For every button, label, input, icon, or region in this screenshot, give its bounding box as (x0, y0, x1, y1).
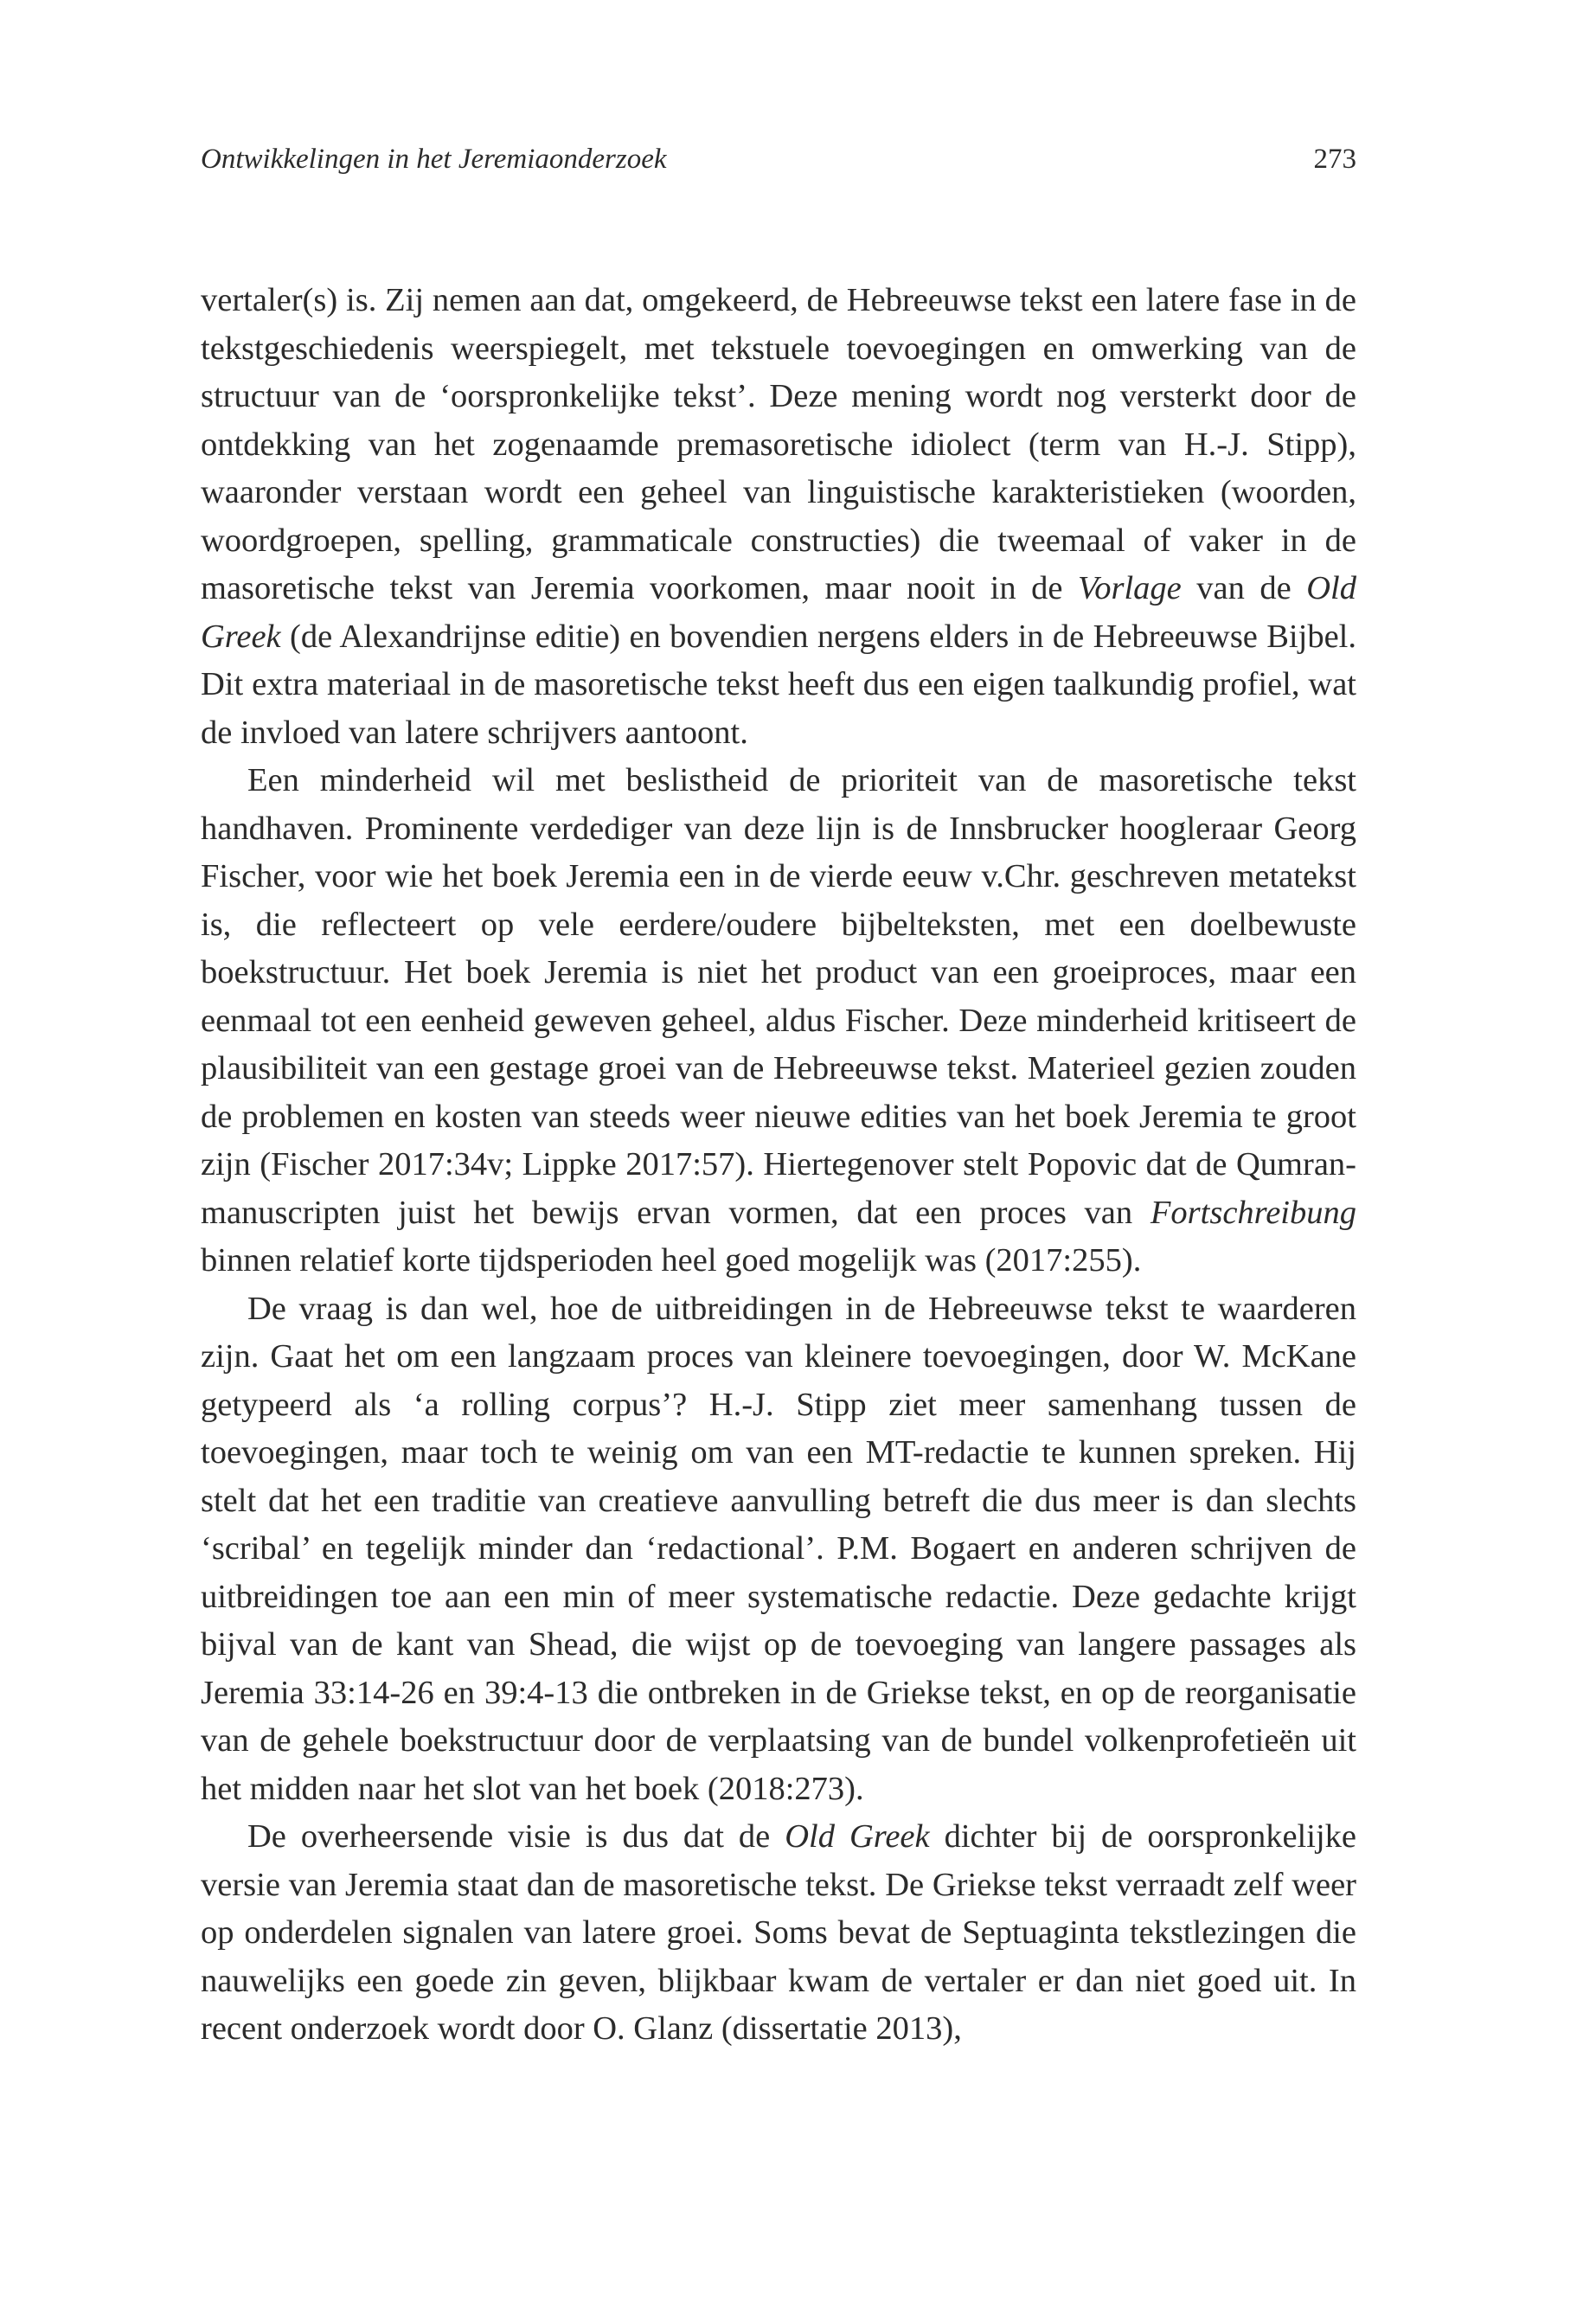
running-head (201, 138, 1356, 180)
paragraph-1 (201, 277, 1356, 757)
text-run: De overheersende visie is dus dat de (247, 1818, 785, 1855)
text-run: Een minderheid wil met beslistheid de prioriteit van de masoretische tekst handhaven. Prominente verdediger van deze lijn is de Innsbrucker hoogleraar Georg Fischer, voor wie het boek Jeremia een in de vierde eeuw v.Chr. geschreven metatekst is, die reflecteert op vele eerdere/oudere bijbelteksten, met een doelbewuste boekstructuur. Het boek Jeremia is niet het product van een groeiproces, maar een eenmaal tot een eenheid geweven geheel, aldus Fischer. Deze minderheid kritiseert de plausibiliteit van een gestage groei van de Hebreeuwse tekst. Materieel gezien zouden de problemen en kosten van steeds weer nieuwe edities van het boek Jeremia te groot zijn (Fischer 2017:34v; Lippke 2017:57). Hiertegenover stelt Popovic dat de Qumranmanuscripten juist het bewijs ervan vormen, dat een proces van (201, 762, 1356, 1231)
italic-term-old-greek: Old Greek (201, 570, 1356, 655)
text-run: (de Alexandrijnse editie) en bovendien nergens elders in de Hebreeuwse Bijbel. Dit extra materiaal in de masoretische tekst heeft dus een eigen taalkundig profiel, wat de invloed van latere schrijvers aantoont. (201, 618, 1356, 751)
text-run: van de (1181, 570, 1307, 606)
text-run: dichter bij de oorspronkelijke versie van Jeremia staat dan de masoretische tekst. De Griekse tekst verraadt zelf weer op onderdelen signalen van latere groei. Soms bevat de Septuaginta tekstlezingen die nauwelijks een goede zin geven, blijkbaar kwam de vertaler er dan niet goed uit. In recent onderzoek wordt door O. Glanz (dissertatie 2013), (201, 1818, 1356, 2047)
paragraph-2 (201, 757, 1356, 1285)
page-number: 273 (1313, 144, 1356, 175)
text-run: binnen relatief korte tijdsperioden heel goed mogelijk was (2017:255). (201, 1242, 1142, 1279)
italic-term-fortschreibung: Fortschreibung (1150, 1194, 1356, 1231)
running-title: Ontwikkelingen in het Jeremiaonderzoek (201, 144, 667, 175)
italic-term-old-greek: Old Greek (785, 1818, 930, 1855)
italic-term-vorlage: Vorlage (1077, 570, 1182, 606)
body-text (201, 277, 1356, 2054)
paragraph-3 (201, 1285, 1356, 1814)
text-run: De vraag is dan wel, hoe de uitbreidingen in de Hebreeuwse tekst te waarderen zijn. Gaat het om een langzaam proces van kleinere toevoegingen, door W. McKane getypeerd als ‘a rolling corpus’? H.-J. Stipp ziet meer samenhang tussen de toevoegingen, maar toch te weinig om van een MT-redactie te kunnen spreken. Hij stelt dat het een traditie van creatieve aanvulling betreft die dus meer is dan slechts ‘scribal’ en tegelijk minder dan ‘redactional’. P.M. Bogaert en anderen schrijven de uitbreidingen toe aan een min of meer systematische redactie. Deze gedachte krijgt bijval van de kant van Shead, die wijst op de toevoeging van langere passages als Jeremia 33:14-26 en 39:4-13 die ontbreken in de Griekse tekst, en op de reorganisatie van de gehele boekstructuur door de verplaatsing van de bundel volkenprofetieën uit het midden naar het slot van het boek (2018:273). (201, 1290, 1356, 1807)
text-run: vertaler(s) is. Zij nemen aan dat, omgekeerd, de Hebreeuwse tekst een latere fase in de tekstgeschiedenis weerspiegelt, met tekstuele toevoegingen en omwerking van de structuur van de ‘oorspronkelijke tekst’. Deze mening wordt nog versterkt door de ontdekking van het zogenaamde premasoretische idiolect (term van H.-J. Stipp), waaronder verstaan wordt een geheel van linguistische karakteristieken (woorden, woordgroepen, spelling, grammaticale constructies) die tweemaal of vaker in de masoretische tekst van Jeremia voorkomen, maar nooit in de (201, 282, 1356, 606)
paragraph-4 (201, 1813, 1356, 2054)
